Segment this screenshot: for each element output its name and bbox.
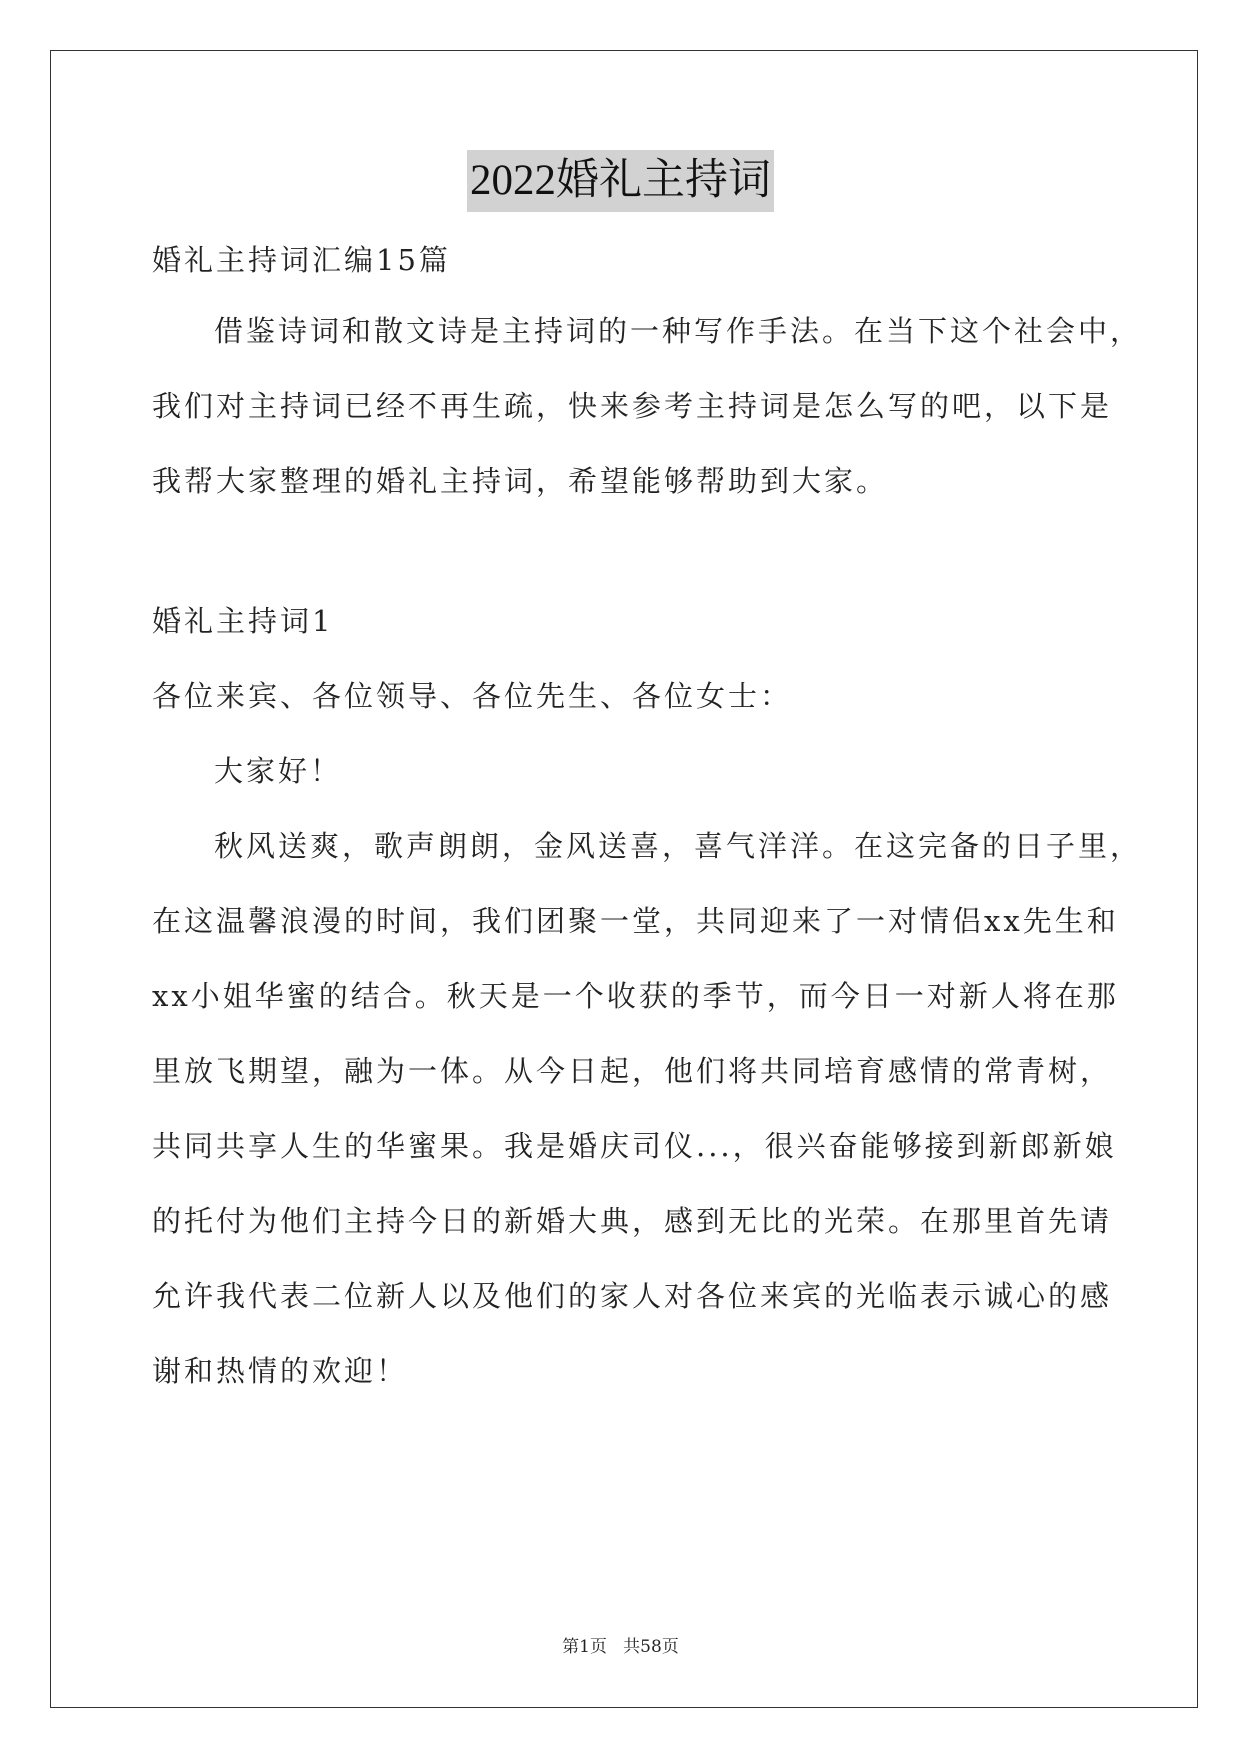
body-line: 共同共享人生的华蜜果。我是婚庆司仪...，很兴奋能够接到新郎新娘 [152,1129,1117,1163]
title-wrap [0,150,1241,212]
page-number-footer: 第1页 共58页 [562,1637,679,1657]
body-line: 秋风送爽，歌声朗朗，金风送喜，喜气洋洋。在这完备的日子里， [214,829,1143,863]
body-line: xx小姐华蜜的结合。秋天是一个收获的季节，而今日一对新人将在那 [152,979,1119,1013]
body-line: 里放飞期望，融为一体。从今日起，他们将共同培育感情的常青树， [152,1054,1113,1088]
greeting: 大家好！ [214,754,343,788]
body-line: 允许我代表二位新人以及他们的家人对各位来宾的光临表示诚心的感 [152,1279,1113,1313]
document-title: 2022婚礼主持词 [467,150,774,212]
intro-line: 我帮大家整理的婚礼主持词，希望能够帮助到大家。 [152,464,889,498]
body-line: 在这温馨浪漫的时间，我们团聚一堂，共同迎来了一对情侣xx先生和 [152,904,1119,938]
intro-line: 借鉴诗词和散文诗是主持词的一种写作手法。在当下这个社会中， [214,314,1143,348]
page-frame [50,50,1198,1708]
intro-line: 我们对主持词已经不再生疏，快来参考主持词是怎么写的吧，以下是 [152,389,1113,423]
salutation: 各位来宾、各位领导、各位先生、各位女士： [152,679,793,713]
body-line: 谢和热情的欢迎！ [152,1354,409,1388]
body-line: 的托付为他们主持今日的新婚大典，感到无比的光荣。在那里首先请 [152,1204,1113,1238]
subtitle: 婚礼主持词汇编15篇 [152,243,451,277]
section-heading: 婚礼主持词1 [152,604,334,638]
